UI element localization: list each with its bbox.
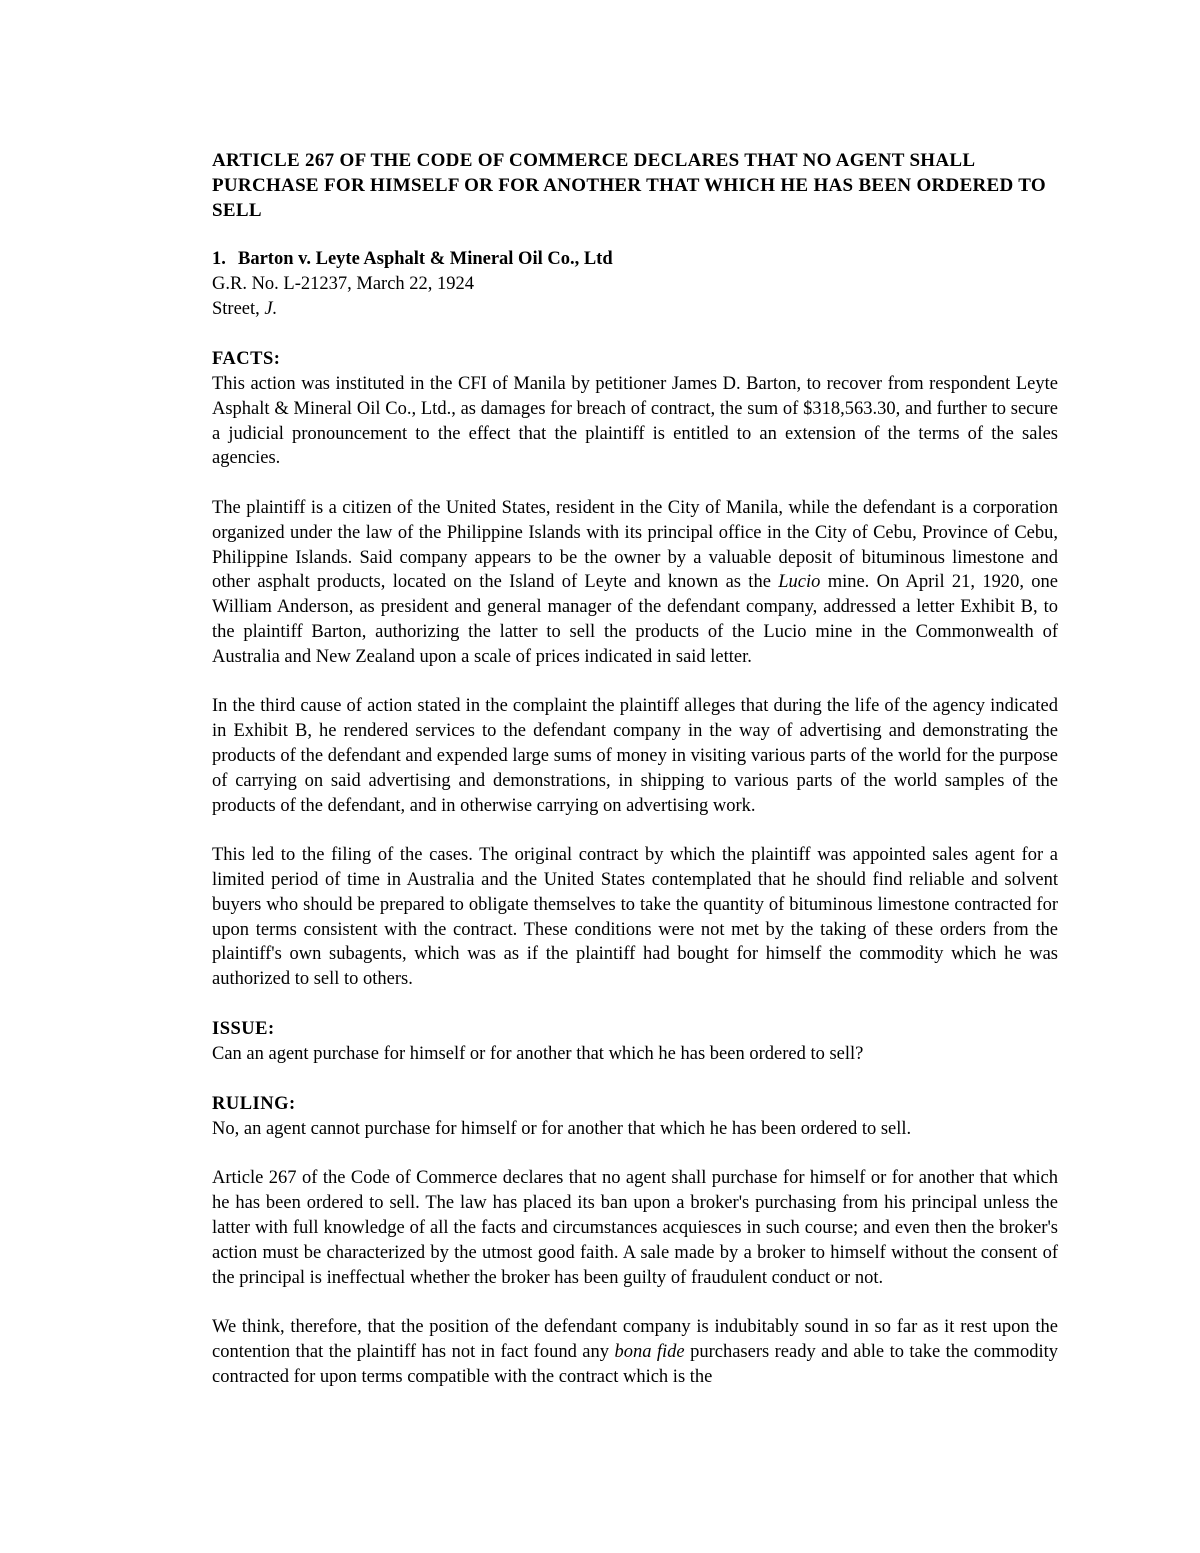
ruling-heading: RULING:: [212, 1093, 296, 1114]
document-title: ARTICLE 267 OF THE CODE OF COMMERCE DECLARES THAT NO AGENT SHALL PURCHASE FOR HIMSELF OR FOR ANOTHER THAT WHICH HE HAS BEEN ORDERED TO SELL: [212, 150, 1046, 221]
mine-name: Lucio: [778, 572, 821, 593]
ruling-paragraph: No, an agent cannot purchase for himself or for another that which he has been ordered to sell.: [212, 1118, 912, 1139]
ponente: [212, 297, 1058, 322]
case-name-line: [212, 247, 1058, 272]
facts-paragraph: [212, 496, 1058, 670]
issue-section: [212, 1042, 1058, 1067]
facts-paragraph: In the third cause of action stated in the complaint the plaintiff alleges that during the life of the agency indicated in Exhibit B, he rendered services to the defendant company in the way of advertising and demonstrating the products of the defendant and expended large sums of money in visiting various parts of the world for the purpose of carrying on said advertising and demonstrations, in shipping to various parts of the world samples of the products of the defendant, and in otherwise carrying on advertising work.: [212, 696, 1058, 816]
ponente-title: J.: [264, 299, 278, 319]
ruling-paragraph: Article 267 of the Code of Commerce declares that no agent shall purchase for himself or for another that which he has been ordered to sell. The law has placed its ban upon a broker's purchasing from his principal unless the latter with full knowledge of all the facts and circumstances acquiesces in such course; and even then the broker's action must be characterized by the utmost good faith. A sale made by a broker to himself without the consent of the principal is ineffectual whether the broker has been guilty of fraudulent conduct or not.: [212, 1168, 1058, 1288]
ruling-text: purchasers ready and able to take the commodity contracted for upon terms compatible with the contract which is the: [212, 1341, 1058, 1387]
facts-text: mine. On April 21, 1920, one William Anderson, as president and general manager of the defendant company, addressed a letter Exhibit B, to the plaintiff Barton, authorizing the latter to sell the products of the Lucio mine in the Commonwealth of Australia and New Zealand upon a scale of prices indicated in said letter.: [212, 572, 1059, 667]
facts-paragraph: This action was instituted in the CFI of Manila by petitioner James D. Barton, to recover from respondent Leyte Asphalt & Mineral Oil Co., Ltd., as damages for breach of contract, the sum of $318,563.30, and further to secure a judicial pronouncement to the effect that the plaintiff is entitled to an extension of the terms of the sales agencies.: [212, 374, 1058, 469]
ponente-name: Street,: [212, 299, 265, 319]
case-number: 1.: [212, 249, 226, 269]
gr-number: G.R. No. L-21237, March 22, 1924: [212, 274, 475, 294]
document-page: [212, 148, 1058, 1389]
facts-paragraph: This led to the filing of the cases. The original contract by which the plaintiff was appointed sales agent for a limited period of time in Australia and the United States contemplated that he should find reliable and solvent buyers who should be prepared to obligate themselves to take the quantity of bituminous limestone contracted for upon terms consistent with the contract. These conditions were not met by the taking of these orders from the plaintiff's own subagents, which was as if the plaintiff had bought for himself the commodity which he was authorized to sell to others.: [212, 845, 1058, 990]
issue-text: Can an agent purchase for himself or for another that which he has been ordered to sell?: [212, 1043, 864, 1064]
facts-text: The plaintiff is a citizen of the United States, resident in the City of Manila, while the defendant is a corporation organized under the law of the Philippine Islands with its principal office in the City of Cebu, Province of Cebu, Philippine Islands. Said company appears to be the owner by a valuable deposit of bituminous limestone and other asphalt products, located on the Island of Leyte and known as the: [212, 497, 1058, 593]
case-citation: [212, 247, 1058, 322]
case-name: Barton v. Leyte Asphalt & Mineral Oil Co., Ltd: [238, 249, 613, 269]
ruling-section: [212, 1117, 1058, 1390]
facts-heading: FACTS:: [212, 349, 281, 369]
italic-term: bona fide: [614, 1341, 685, 1362]
ruling-text: We think, therefore, that the position of the defendant company is indubitably sound in so far as it rest upon the contention that the plaintiff has not in fact found any: [212, 1317, 1058, 1362]
ruling-paragraph: [212, 1315, 1058, 1389]
issue-heading: ISSUE:: [212, 1018, 275, 1039]
facts-section: [212, 372, 1058, 992]
